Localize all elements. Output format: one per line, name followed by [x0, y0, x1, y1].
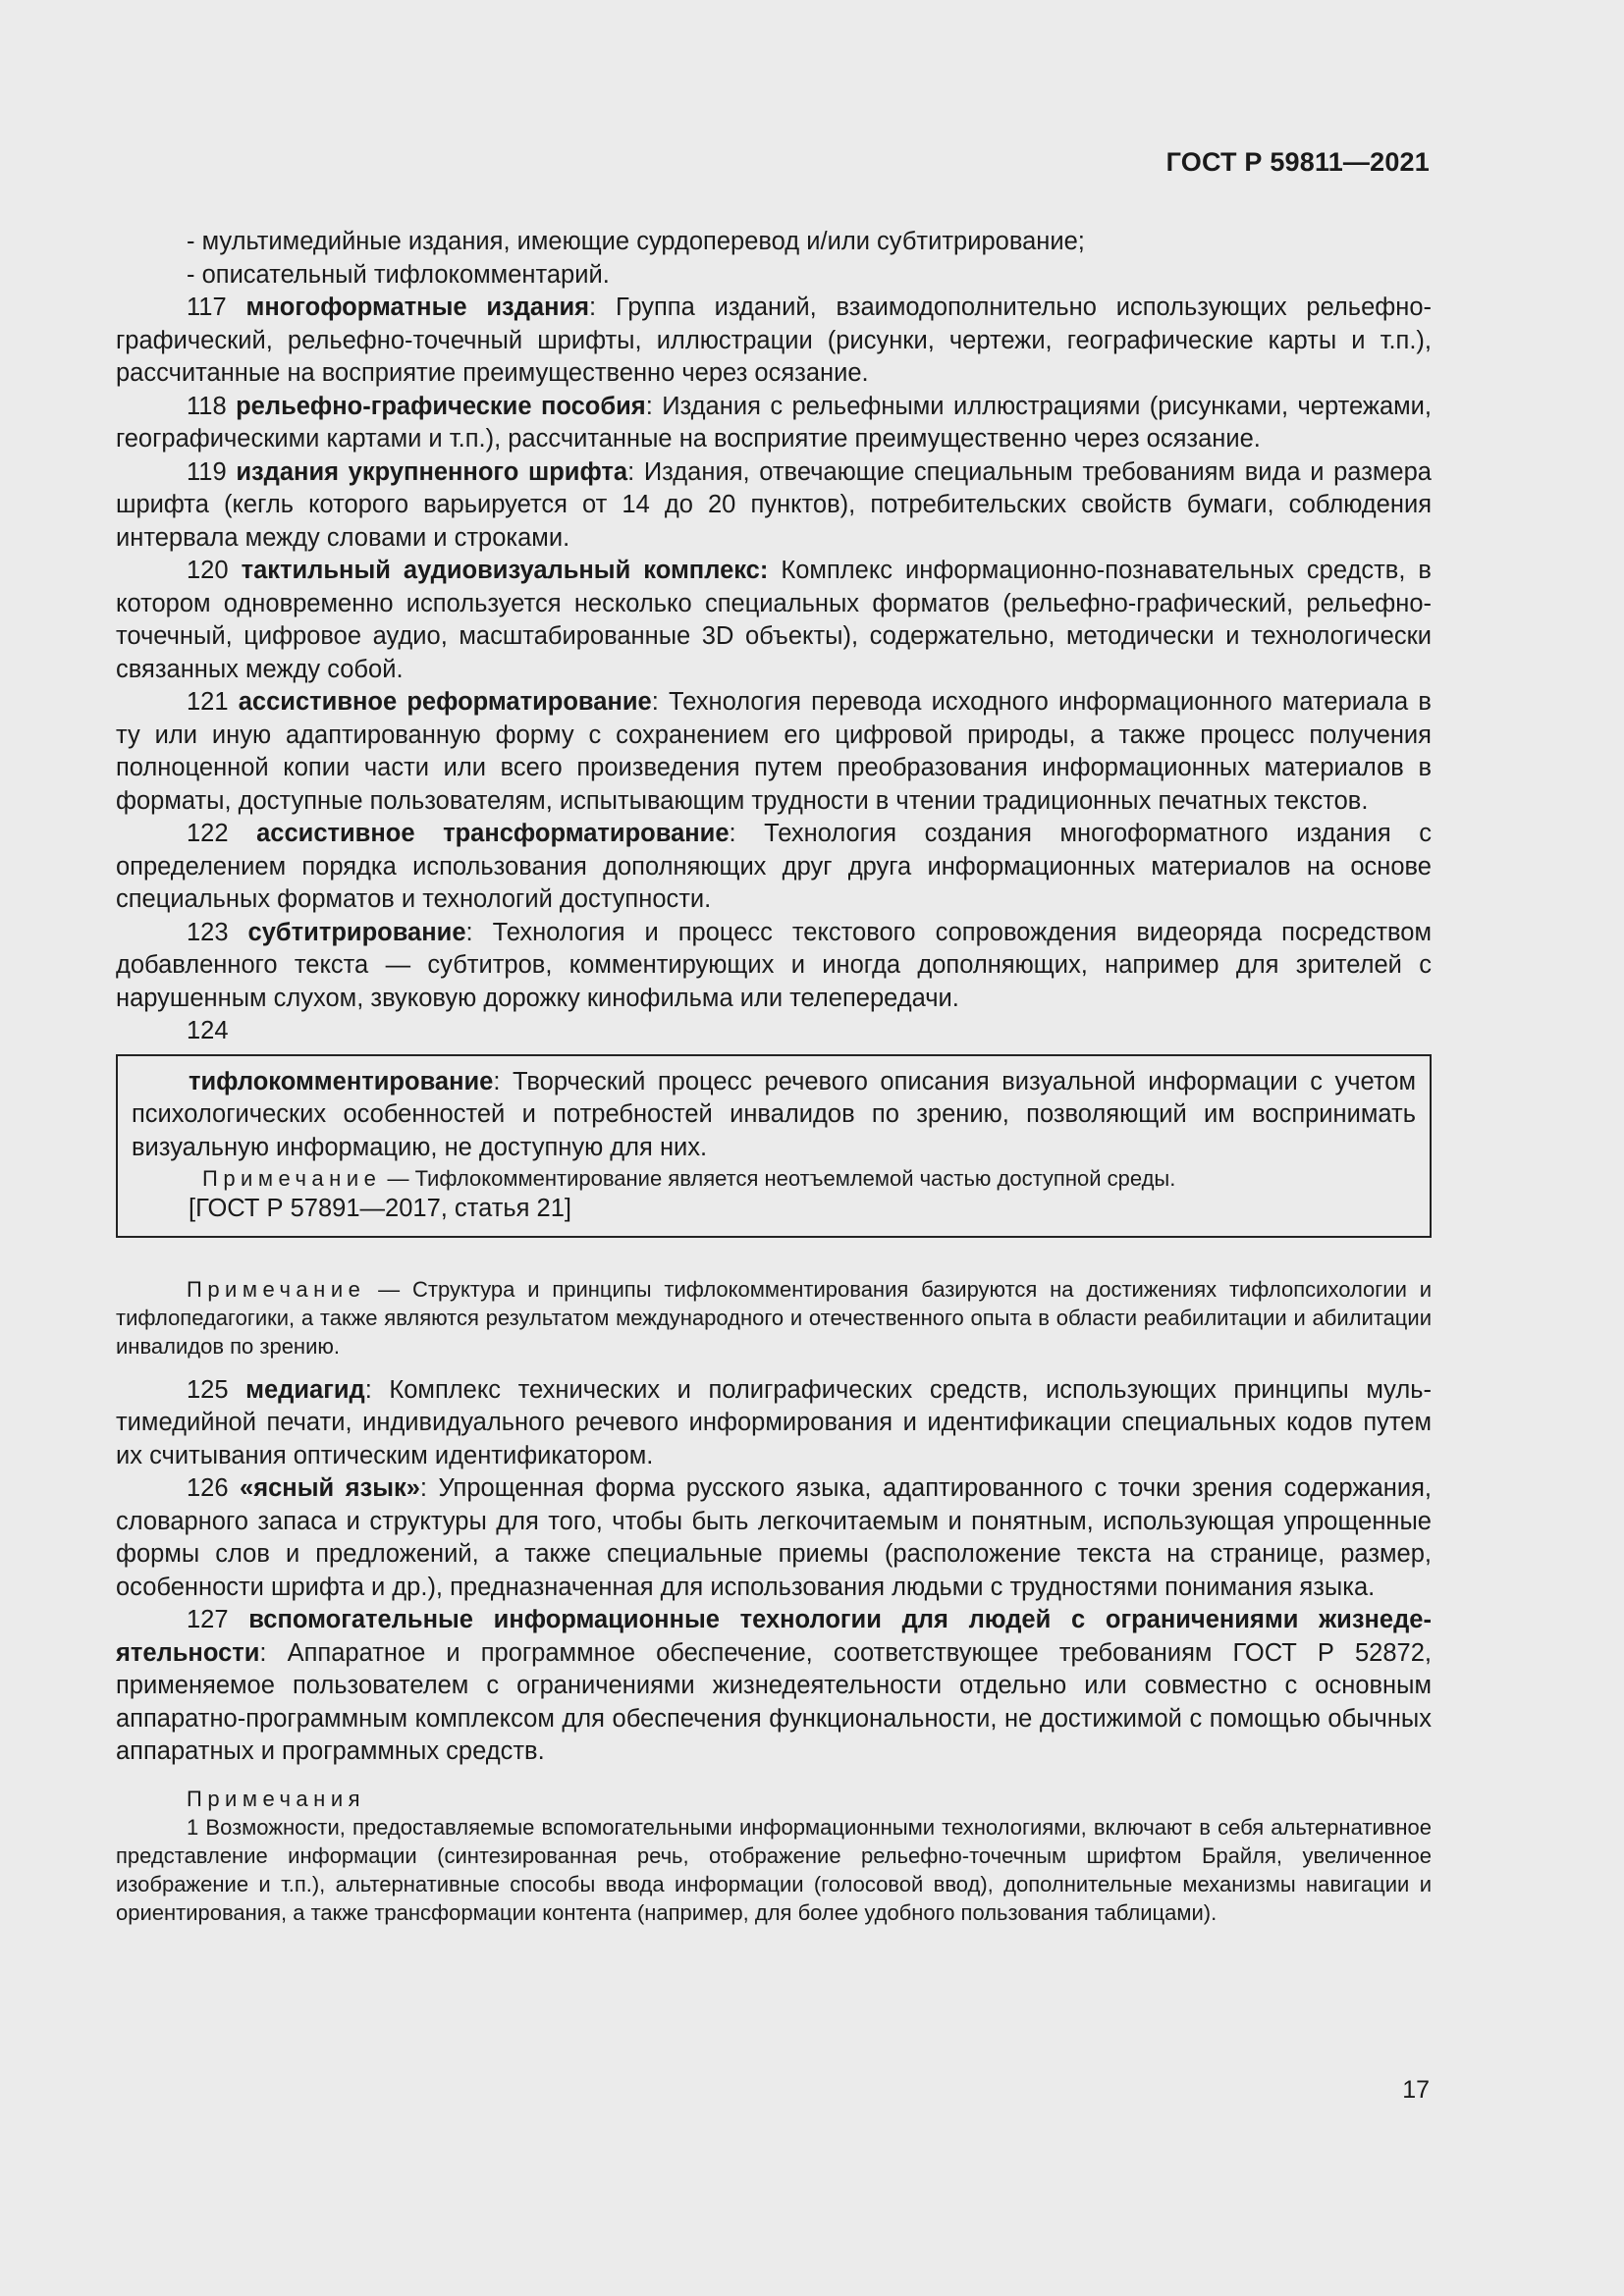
notes-heading [116, 1785, 1432, 1813]
term-definition: Комплекс информационно-познавательных средств, в котором одновременно используется несколько специальных форматов (рельефно-графический, рельефно-точечный, цифровое аудио, масштабированные 3D объекты), содержательно, методически и технологически связанных между собой. [116, 557, 1432, 683]
note-paragraph [116, 1275, 1432, 1361]
term-number: 127 [187, 1606, 229, 1633]
term-127 [116, 1604, 1432, 1769]
term-126 [116, 1472, 1432, 1604]
term-title: вспомогательные информационные технологии для людей с ограничениями жизнедеятельности [116, 1606, 1432, 1667]
document-id-header: ГОСТ Р 59811—2021 [1165, 147, 1430, 177]
term-number: 118 [187, 392, 227, 420]
term-121 [116, 686, 1432, 818]
term-title: тифлокомментирование [189, 1067, 494, 1095]
note-text: — Структура и принципы тифлокомментирования базируются на достижениях тифлопсихологии и тифлопедагогики, а также являются результатом международного и отечественного опыта в области реабилитации и абилитации инвалидов по зрению. [116, 1276, 1432, 1359]
page-number: 17 [1402, 2076, 1430, 2104]
term-definition: : Издания с рельефными иллюстрациями (рисунками, чертежами, географическими картами и т.п.), рассчитанные на восприятие преимущественно через осязание. [116, 392, 1432, 453]
term-124-box [116, 1054, 1432, 1238]
term-number: 123 [187, 918, 229, 946]
source-reference: [ГОСТ Р 57891—2017, статья 21] [189, 1195, 571, 1222]
term-number: 126 [187, 1474, 229, 1502]
term-number: 124 [187, 1017, 229, 1044]
term-definition: : Комплекс технических и полиграфических средств, использующих принципы мультимедийной печати, индивидуального речевого информирования и идентификации специальных кодов путем их считывания оптическим идентификатором. [116, 1375, 1432, 1469]
note-label: Примечание [202, 1166, 382, 1191]
term-125 [116, 1374, 1432, 1473]
term-title: рельефно-графические пособия [236, 392, 646, 420]
term-title: ассистивное реформатирование [238, 688, 652, 716]
bullet-item: - описательный тифлокомментарий. [187, 260, 610, 289]
term-title: «ясный язык» [240, 1474, 420, 1502]
term-definition: : Группа изданий, взаимодополнительно использующих рельефно-графический, рельефно-точечный шрифты, иллюстрации (рисунки, чертежи, географические карты и т.п.), рассчитанные на восприятие преимущественно через осязание. [116, 294, 1432, 387]
term-122 [116, 818, 1432, 917]
term-title: тактильный аудиовизуальный комплекс: [241, 557, 769, 584]
term-definition: : Упрощенная форма русского языка, адаптированного с точки зрения содержания, словарного запаса и структуры для того, чтобы быть легкочитаемым и понятным, использующая упрощенные формы слов и предложений, а также специальные приемы (расположение текста на странице, размер, особенности шрифта и др.), предназначенная для использования людьми с трудностями понимания языка. [116, 1474, 1432, 1601]
term-number: 117 [187, 294, 227, 321]
note-text: — Тифлокомментирование является неотъемлемой частью доступной среды. [381, 1166, 1176, 1191]
term-title: субтитрирование [247, 918, 466, 946]
box-note [132, 1164, 1416, 1193]
term-title: издания укрупненного шрифта [236, 457, 628, 486]
term-definition: : Технология и процесс текстового сопровождения видеоряда посредством добавленного текста — субтитров, комментирующих и иногда дополняющих, например для зрителей с нарушенным слухом, звуковую дорожку кинофильма или телепередачи. [116, 918, 1432, 1012]
bullet-item: - мультимедийные издания, имеющие сурдоперевод и/или субтитрирование; [187, 228, 1085, 255]
term-number: 119 [187, 457, 227, 486]
term-definition: : Творческий процесс речевого описания визуальной информации с учетом психологических особенностей и потребностей инвалидов по зрению, позволяющий им воспринимать визуальную информацию, не доступную для них. [132, 1067, 1416, 1161]
term-definition: : Издания, отвечающие специальным требованиям вида и размера шрифта (кегль которого варьируется от 14 до 20 пунктов), потребительских свойств бумаги, соблюдения интервала между словами и строками. [116, 457, 1432, 552]
term-number: 122 [187, 820, 229, 847]
term-number: 121 [187, 688, 229, 716]
note-label: Примечания [187, 1786, 366, 1811]
term-119 [116, 456, 1432, 556]
term-number: 120 [187, 557, 229, 584]
term-number: 125 [187, 1375, 229, 1404]
term-definition: : Аппаратное и программное обеспечение, соответствующее требованиям ГОСТ Р 52872, применяемое пользователем с ограничениями жизнедеятельности отдельно или совместно с основным аппаратно-программным комплексом для обеспечения функциональности, не достижимой с помощью обычных аппаратных и программных средств. [116, 1638, 1432, 1765]
term-title: медиагид [245, 1375, 365, 1404]
document-body [116, 226, 1432, 1927]
term-title: ассистивное трансформатирование [256, 820, 730, 847]
term-118 [116, 391, 1432, 456]
term-123 [116, 917, 1432, 1016]
term-definition: : Технология перевода исходного информационного материала в ту или иную адаптированную форму с сохранением его цифровой природы, а также процесс получения полноценной копии части или всего произведения путем преобразования информационных материалов в форматы, доступные пользователям, испытывающим трудности в чтении традиционных печатных текстов. [116, 688, 1432, 815]
term-title: многоформатные издания [245, 294, 590, 321]
term-120 [116, 555, 1432, 686]
term-124 [132, 1066, 1416, 1165]
term-definition: : Технология создания многоформатного издания с определением порядка использования дополняющих друг друга информационных материалов на основе специальных форматов и технологий доступности. [116, 820, 1432, 913]
note-label: Примечание [187, 1276, 366, 1302]
term-117 [116, 292, 1432, 391]
note-item-1: 1 Возможности, предоставляемые вспомогательными информационными технологиями, включают в себя альтернативное представление информации (синтезированная речь, отображение рельефно-точечным шрифтом Брайля, увеличенное изображение и т.п.), альтернативные способы ввода информации (голосовой ввод), дополнительные механизмы навигации и ориентирования, а также трансформации контента (например, для более удобного пользования таблицами). [116, 1814, 1432, 1925]
